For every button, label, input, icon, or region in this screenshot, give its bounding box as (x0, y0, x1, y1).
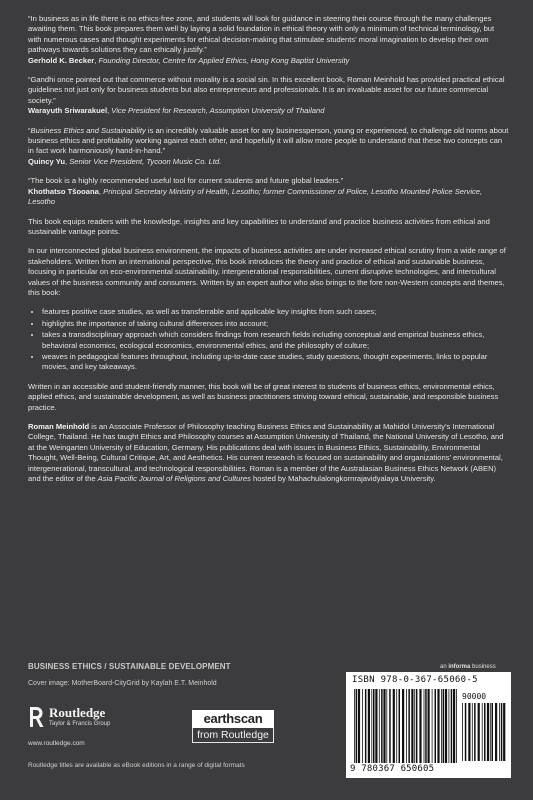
list-item: • features positive case studies, as well as transferrable and applicable key insights from such cases; (42, 307, 509, 317)
price-addon: 90000 (462, 692, 487, 701)
barcode-bar (379, 689, 380, 763)
testimonial-2: “Gandhi once pointed out that commerce without morality is a social sin. In this excellent book, Roman Meinhold has provided practical ethical guidelines not just only for business students but also entrepreneurs and professionals. It is an invaluable asset for our future commercial society.” Warayuth Sriwarakuel, Vice President for Research, Assumption University of Thailand (28, 75, 509, 117)
barcode-bar (425, 689, 427, 763)
subject-category: BUSINESS ETHICS / SUSTAINABLE DEVELOPMENT (28, 662, 231, 671)
barcode-bar (453, 689, 455, 763)
barcode-bar (478, 703, 480, 761)
barcode-bar (354, 689, 355, 763)
publisher-subtitle: Taylor & Francis Group (49, 721, 111, 727)
barcode-bar (472, 703, 473, 761)
journal-title: Asia Pacific Journal of Religions and Cultures (97, 474, 251, 484)
testimonial-quote: “The book is a highly recommended useful tool for current students and future global leaders.” (28, 176, 344, 186)
list-item: • highlights the importance of taking cultural differences into account; (42, 319, 509, 329)
earthscan-wordmark: earthscan (192, 710, 274, 728)
routledge-logo (28, 706, 110, 728)
publisher-name: Routledge (49, 705, 106, 720)
barcode-bar (449, 689, 450, 763)
testimonial-role: Principal Secretary Ministry of Health, Lesotho; former Commissioner of Police, Lesotho Mounted Police Service, Lesotho (28, 186, 483, 207)
barcode-bar (465, 703, 467, 761)
barcode-bar (358, 689, 360, 763)
addon-bars-icon (462, 703, 506, 761)
barcode-bar (495, 703, 497, 761)
barcode-bar (396, 689, 397, 763)
barcode-bar (381, 689, 383, 763)
barcode-bar (499, 703, 500, 761)
barcode-bars-icon (354, 689, 458, 763)
barcode-bar (456, 689, 457, 763)
testimonial-book-title: Business Ethics and Sustainability (30, 125, 146, 135)
barcode-bar (393, 689, 395, 763)
barcode-bar (399, 689, 401, 763)
testimonial-name: Quincy Yu (28, 156, 65, 166)
barcode-bar (424, 689, 425, 763)
summary-paragraph: This book equips readers with the knowledge, insights and key capabilities to understand and practice business activities from ethical and sustainable vantage points. (28, 216, 490, 236)
barcode-bar (416, 689, 418, 763)
testimonial-quote: is an incredibly valuable asset for any businessperson, young or experienced, to challenge old norms about business ethics and profitability working against each other, and hopefully it will allow more people to understand that these two concepts can in fact work harmoniously hand-in-hand.” (28, 125, 509, 156)
barcode-bar (375, 689, 377, 763)
ebook-note: Routledge titles are available as eBook editions in a range of digital formats (28, 762, 245, 769)
barcode-bar (490, 703, 491, 761)
testimonial-quote: “Gandhi once pointed out that commerce without morality is a social sin. In this excellent book, Roman Meinhold has provided practical ethical guidelines not just only for business students but also entrepreneurs and professionals. It is an invaluable asset for our future commercial society.” (28, 75, 505, 105)
testimonial-role: Vice President for Research, Assumption University of Thailand (111, 106, 325, 116)
cover-credit: Cover image: MotherBoard-CityGrid by Kaylah E.T. Meinhold (28, 680, 217, 687)
barcode-bar (386, 689, 387, 763)
informa-brand: informa (448, 664, 471, 670)
description-paragraph: In our interconnected global business environment, the impacts of business activities are under increased ethical scrutiny from a wide range of stakeholders. Written from an international perspective, this book introduces the theory and practice of ethical and sustainable business, focusing in particular on eco-environmental sustainability, intergenerational responsibilities, current disruptive technologies, and intercultural values of the business community and consumers. Written by an expert author who also brings to the fore non-Western concepts and themes, this book: (28, 246, 506, 297)
barcode-bar (383, 689, 385, 763)
testimonial-role: Senior Vice President, Tycoon Music Co. Ltd. (69, 156, 222, 166)
publisher-website: www.routledge.com (28, 740, 85, 747)
routledge-r-icon (28, 706, 44, 728)
testimonial-3: “Business Ethics and Sustainability is an incredibly valuable asset for any businessperson, young or experienced, to challenge old norms about business ethics and profitability working against each other, and hopefully it will allow more people to understand that these two concepts can in fact work harmoniously hand-in-hand.” Quincy Yu, Senior Vice President, Tycoon Music Co. Ltd. (28, 125, 509, 166)
barcode-bar (445, 689, 447, 763)
author-name: Roman Meinhold (28, 422, 90, 431)
informa-tagline: an informa business (440, 664, 496, 670)
barcode-bar (402, 689, 404, 763)
earthscan-subtitle: from Routledge (192, 728, 274, 743)
testimonial-role: Founding Director, Centre for Applied Ethics, Hong Kong Baptist University (98, 55, 350, 65)
barcode-bar (484, 703, 486, 761)
testimonial-name: Khothatso Tšooana (28, 186, 99, 196)
barcode-bar (482, 703, 483, 761)
barcode-bar (451, 689, 453, 763)
audience-paragraph: Written in an accessible and student-friendly manner, this book will be of great interest to students of business ethics, environmental ethics, applied ethics, and sustainable development, as well as business practitioners striving toward ethical, sustainable, and responsible business practice. (28, 381, 499, 412)
barcode-bar (373, 689, 375, 763)
barcode-bar (406, 689, 407, 763)
testimonial-4: “The book is a highly recommended useful tool for current students and future global leaders.” Khothatso Tšooana, Principal Secretary Ministry of Health, Lesotho; former Commissioner of Police, Lesotho Mounted Police Service, Lesotho (28, 176, 509, 207)
barcode-bar (487, 703, 489, 761)
barcode-bar (408, 689, 410, 763)
list-item: • takes a transdisciplinary approach which considers findings from research fields including conceptual and empirical business ethics, behavioral economics, ecological economics, environmental ethics, and the philosophy of culture; (42, 330, 509, 351)
barcode-bar (414, 689, 415, 763)
testimonial-quote: “In business as in life there is no ethics-free zone, and students will look for guidance in steering their course through the many challenges awaiting them. This book prepares them well by laying a solid foundation in ethical theory with only a minimum of technical terminology, but with numerous cases and thought experiments for ethical decision-making that stimulate students’ moral imagination to develop their own pathways towards solutions they can ethically justify.” (28, 14, 495, 55)
author-bio: Roman Meinhold is an Associate Professor of Philosophy teaching Business Ethics and Sustainability at Mahidol University’s International College, Thailand. He has taught Ethics and Philosophy courses at Assumption University of Thailand, the National University of Lesotho, and at the Weingarten University of Education, Germany. His publications deal with issues in Business Ethics, Sustainability, Environmental Thought, Well-Being, Cultural Critique, Art, and Aesthetics. His current research is focused on sustainability and organizations’ environmental, intergenerational, transcultural, and technological responsibilities. Roman is a member of the Australasian Business Ethics Network (ABEN) and the editor of the Asia Pacific Journal of Religions and Cultures hosted by Mahachulalongkornrajavidyalaya University. (28, 422, 504, 484)
isbn-barcode (346, 672, 511, 778)
barcode-bar (362, 689, 363, 763)
testimonial-name: Gerhold K. Becker (28, 55, 95, 65)
ean-number: 9 780367 650605 (350, 764, 435, 774)
barcode-bar (389, 689, 391, 763)
barcode-bar (428, 689, 430, 763)
barcode-bar (462, 703, 463, 761)
barcode-bar (468, 703, 470, 761)
testimonial-1: “In business as in life there is no ethics-free zone, and students will look for guidance in steering their course through the many challenges awaiting them. This book prepares them well by laying a solid foundation in ethical theory with only a minimum of technical terminology, but with numerous cases and thought experiments for ethical decision-making that stimulate students’ moral imagination to develop their own pathways towards solutions they can ethically justify.” Gerhold K. Becker, Founding Director, Centre for Applied Ethics, Hong Kong Baptist University (28, 14, 509, 66)
barcode-bar (441, 689, 442, 763)
testimonial-name: Warayuth Sriwarakuel (28, 106, 108, 116)
isbn-label: ISBN 978-0-367-65060-5 (352, 675, 478, 685)
barcode-bar (437, 689, 439, 763)
barcode-bar (501, 703, 503, 761)
barcode-bar (356, 689, 358, 763)
barcode-bar (419, 689, 421, 763)
earthscan-logo (192, 710, 274, 743)
barcode-bar (503, 703, 505, 761)
list-item: • weaves in pedagogical features throughout, including up-to-date case studies, study questions, thought experiments, links to popular movies, and key takeaways. (42, 352, 509, 373)
barcode-bar (371, 689, 372, 763)
barcode-bar (411, 689, 413, 763)
barcode-bar (368, 689, 370, 763)
barcode-bar (432, 689, 433, 763)
feature-list (28, 307, 509, 372)
barcode-bar (492, 703, 494, 761)
barcode-bar (443, 689, 445, 763)
barcode-bar (365, 689, 367, 763)
barcode-bar (474, 703, 476, 761)
barcode-bar (435, 689, 437, 763)
